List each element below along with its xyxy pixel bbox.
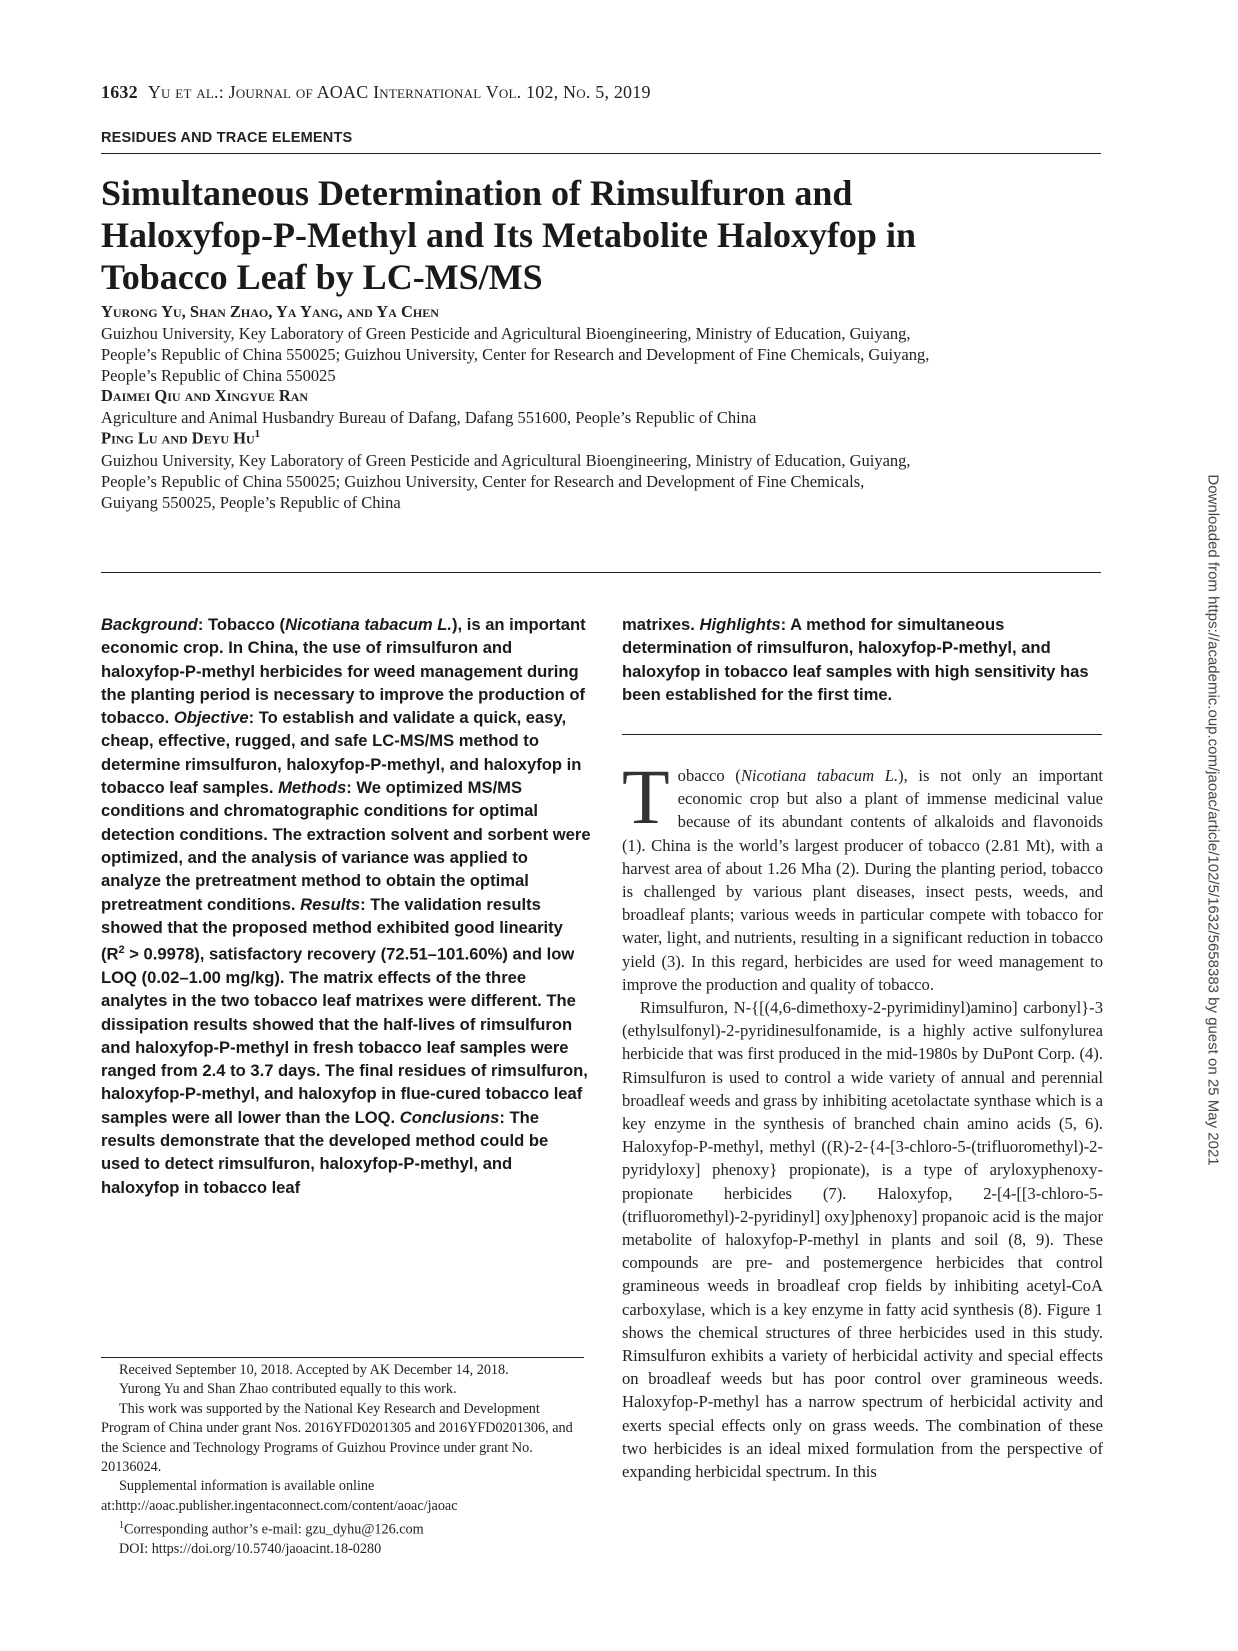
affiliation-line: People’s Republic of China 550025; Guizhou University, Center for Research and Development of Fine Chemicals, <box>101 472 865 491</box>
article-title <box>101 172 1081 298</box>
abstract-bottom-rule <box>622 734 1102 735</box>
abstract-text: : We optimized MS/MS conditions and chromatographic conditions for optimal detection conditions. The extraction solvent and sorbent were optimized, and the analysis of variance was applied to analyze the pretreatment method to obtain the optimal pretreatment conditions. <box>101 778 591 914</box>
superscript: 2 <box>118 944 125 957</box>
title-line: Tobacco Leaf by LC-MS/MS <box>101 257 543 297</box>
affiliation-line: People’s Republic of China 550025 <box>101 366 336 385</box>
affiliation-line: Guiyang 550025, People’s Republic of China <box>101 493 401 512</box>
abstract-label: Methods <box>278 778 347 798</box>
footnotes <box>101 1361 586 1560</box>
drop-cap: T <box>622 753 670 840</box>
species-name: Nicotiana tabacum L. <box>285 615 452 634</box>
footnote-rule <box>101 1357 584 1358</box>
affiliation-line: Guizhou University, Key Laboratory of Green Pesticide and Agricultural Bioengineering, Ministry of Education, Guiyang, <box>101 451 911 470</box>
footnote-corresponding <box>101 1516 586 1540</box>
corresponding-text: Corresponding author’s e-mail: gzu_dyhu@126.com <box>124 1521 424 1538</box>
abstract-label: Highlights <box>699 615 781 634</box>
author-affiliation <box>101 450 1111 513</box>
affiliation-line: People’s Republic of China 550025; Guizhou University, Center for Research and Development of Fine Chemicals, Guiyang, <box>101 345 930 364</box>
title-line: Simultaneous Determination of Rimsulfuron and <box>101 173 853 213</box>
author-affiliation <box>101 323 1111 386</box>
corresponding-marker: 1 <box>119 1520 124 1532</box>
section-label: RESIDUES AND TRACE ELEMENTS <box>101 130 353 146</box>
abstract-label: Conclusions <box>399 1107 500 1127</box>
author-affiliation <box>101 407 1111 428</box>
footnote-equal: Yurong Yu and Shan Zhao contributed equally to this work. <box>119 1381 457 1398</box>
paragraph <box>622 753 1103 996</box>
abstract-text: : The validation results showed that the proposed method exhibited good linearity (R <box>101 894 563 964</box>
footnote-funding: This work was supported by the National Key Research and Development Program of China under grant Nos. 2016YFD0201305 and 2016YFD0201306, and the Science and Technology Programs of Guizhou Province under grant No. 20136024. <box>101 1400 573 1476</box>
author-names <box>101 428 1111 449</box>
download-note: Downloaded from https://academic.oup.com/jaoac/article/102/5/1632/5658383 by guest on 25 May 2021 <box>1204 474 1222 1166</box>
journal-citation: Yu et al.: Journal of AOAC International Vol. 102, No. 5, 2019 <box>147 82 651 102</box>
author-names: Yurong Yu, Shan Zhao, Ya Yang, and Ya Chen <box>101 302 439 321</box>
running-head <box>101 82 651 103</box>
affiliation-line: Agriculture and Animal Husbandry Bureau of Dafang, Dafang 551600, People’s Republic of China <box>101 408 757 427</box>
body-text <box>622 753 1103 1483</box>
abstract-text: : A method for simultaneous determination of rimsulfuron, haloxyfop-P-methyl, and haloxyfop in tobacco leaf samples with high sensitivity has been established for the first time. <box>622 615 1089 704</box>
corresponding-marker: 1 <box>254 428 261 440</box>
body-sentence: ), is not only an important economic crop but also a plant of immense medicinal value because of its abundant contents of alkaloids and flavonoids (1). China is the world’s largest producer of tobacco (2.81 Mt), with a harvest area of about 1.26 Mha (2). During the planting period, tobacco is challenged by various plant diseases, insect pests, weeds, and broadleaf plants; various weeds in particular compete with tobacco for water, light, and nutrients, resulting in a significant reduction in tobacco yield (3). In this regard, herbicides are used for weed management to improve the production and quality of tobacco. <box>622 766 1103 994</box>
affiliation-line: Guizhou University, Key Laboratory of Green Pesticide and Agricultural Bioengineering, Ministry of Education, Guiyang, <box>101 324 911 343</box>
abstract-text: matrixes. <box>622 615 700 634</box>
abstract-text: > 0.9978), satisfactory recovery (72.51–101.60%) and low LOQ (0.02–1.00 mg/kg). The matrix effects of the three analytes in the two tobacco leaf matrixes were different. The dissipation results showed that the half-lives of rimsulfuron and haloxyfop-P-methyl in fresh tobacco leaf samples were ranged from 2.4 to 3.7 days. The final residues of rimsulfuron, haloxyfop-P-methyl, and haloxyfop in flue-cured tobacco leaf samples were all lower than the LOQ. <box>101 944 588 1127</box>
footnote-supplemental: Supplemental information is available online at:http://aoac.publisher.ingentaconnect.com/content/aoac/jaoac <box>101 1478 458 1514</box>
author-names-text: Ping Lu and Deyu Hu <box>101 428 255 448</box>
footnote-received: Received September 10, 2018. Accepted by AK December 14, 2018. <box>119 1362 509 1378</box>
abstract-label: Objective <box>173 708 249 728</box>
abstract-continued <box>622 613 1102 706</box>
body-sentence: obacco ( <box>677 766 741 785</box>
paragraph: Rimsulfuron, N-{[(4,6-dimethoxy-2-pyrimidinyl)amino] carbonyl}-3 (ethylsulfonyl)-2-pyridinesulfonamide, is a highly active sulfonylurea herbicide that was first produced in the mid-1980s by DuPont Corp. (4). Rimsulfuron is used to control a wide variety of annual and perennial broadleaf weeds and grass by inhibiting acetolactate synthase which is a key enzyme in the synthesis of branched chain amino acids (5, 6). Haloxyfop-P-methyl, methyl ((R)-2-{4-[3-chloro-5-(trifluoromethyl)-2-pyridyloxy] phenoxy} propionate), is a type of aryloxyphenoxy-propionate herbicides (7). Haloxyfop, 2-[4-[[3-chloro-5-(trifluoromethyl)-2-pyridinyl] oxy]phenoxy] propanoic acid is the major metabolite of haloxyfop-P-methyl in plants and soil (8, 9). These compounds are pre- and postemergence herbicides that control gramineous weeds in broadleaf crop fields by inhibiting acetyl-CoA carboxylase, which is a key enzyme in fatty acid synthesis (8). Figure 1 shows the chemical structures of three herbicides used in this study. Rimsulfuron exhibits a variety of herbicidal activity and special effects on broadleaf weeds but has poor control over gramineous weeds. Haloxyfop-P-methyl has a narrow spectrum of herbicidal activity and exerts special effects only on grass weeds. The combination of these two herbicides is an ideal mixed formulation from the perspective of expanding herbicidal spectrum. In this <box>622 998 1103 1482</box>
author-names: Daimei Qiu and Xingyue Ran <box>101 386 309 405</box>
abstract-label: Results <box>300 894 361 914</box>
header-rule <box>101 153 1101 154</box>
species-name: Nicotiana tabacum L. <box>740 766 899 785</box>
abstract-text: : Tobacco ( <box>197 615 286 634</box>
abstract-text: : The results demonstrate that the developed method could be used to detect rimsulfuron, haloxyfop-P-methyl, and haloxyfop in tobacco leaf <box>101 1107 549 1197</box>
abstract <box>101 613 591 1199</box>
abstract-text: : To establish and validate a quick, easy, cheap, effective, rugged, and safe LC-MS/MS method to determine rimsulfuron, haloxyfop-P-methyl, and haloxyfop in tobacco leaf samples. <box>101 708 582 798</box>
title-line: Haloxyfop-P-Methyl and Its Metabolite Haloxyfop in <box>101 215 916 255</box>
abstract-text: ), is an important economic crop. In China, the use of rimsulfuron and haloxyfop-P-methyl herbicides for weed management during the planting period is necessary to improve the production of tobacco. <box>101 615 586 728</box>
abstract-label: Background <box>101 615 198 634</box>
footnote-doi: DOI: https://doi.org/10.5740/jaoacint.18-0280 <box>119 1541 382 1558</box>
abstract-top-rule <box>101 572 1101 573</box>
page-number: 1632 <box>101 82 138 102</box>
